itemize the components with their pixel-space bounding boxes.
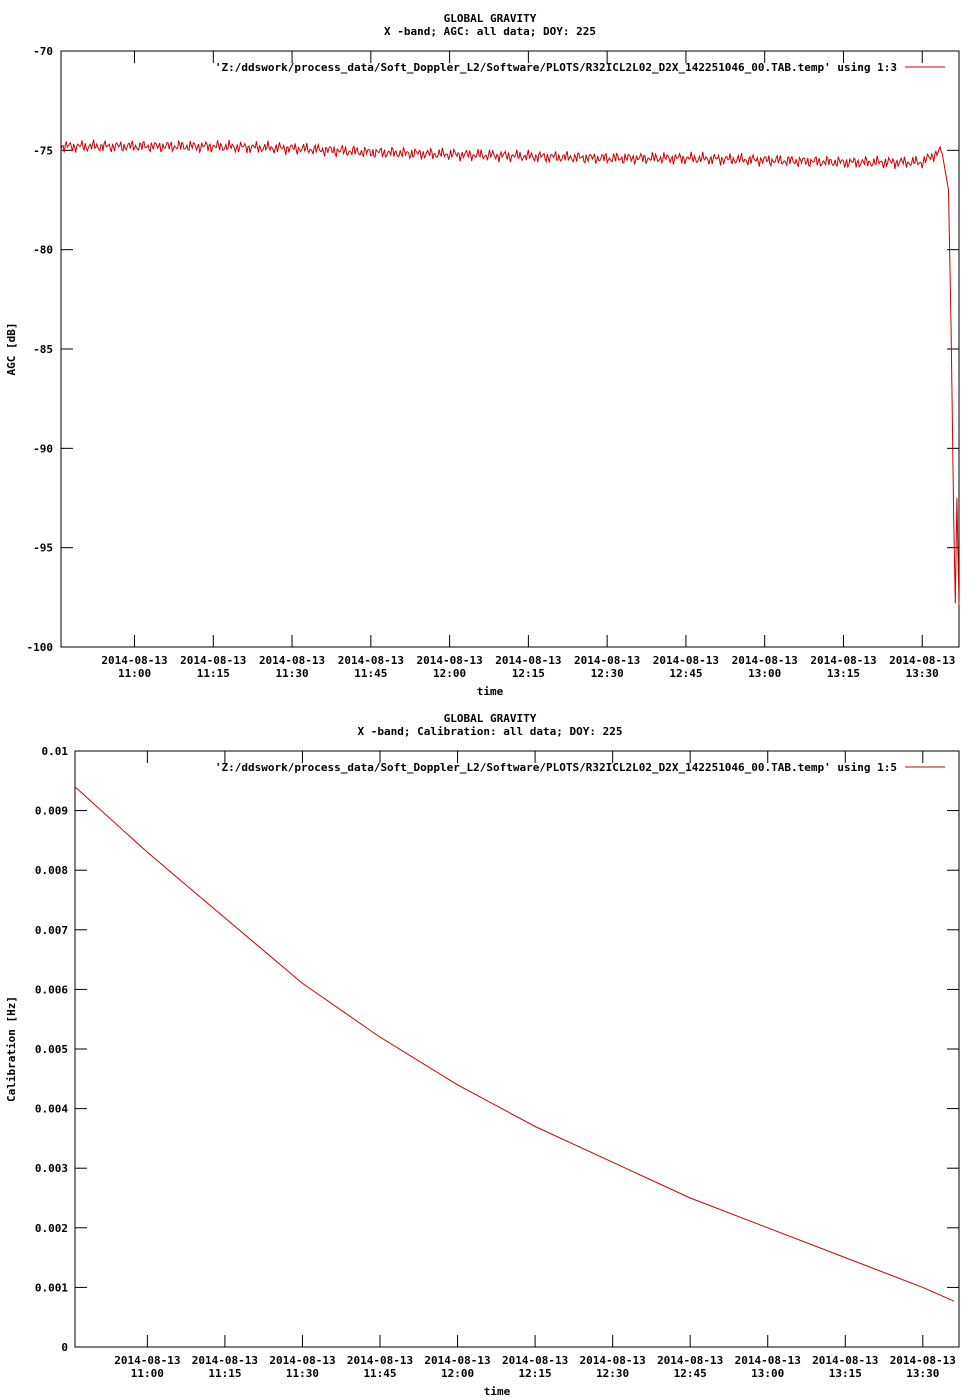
y-tick-label: -70: [33, 45, 53, 58]
y-tick-label: -85: [33, 343, 53, 356]
x-tick-label: 2014-08-13: [258, 654, 326, 667]
x-tick-label: 11:45: [363, 1367, 397, 1380]
x-tick-label: 2014-08-13: [889, 1354, 956, 1367]
y-tick-label: 0.01: [41, 745, 68, 758]
x-tick-label: 2014-08-13: [495, 654, 562, 667]
y-tick-label: 0.004: [34, 1102, 68, 1116]
chart-subtitle: X -band; AGC: all data; DOY: 225: [384, 25, 596, 38]
x-tick-label: 13:15: [828, 1367, 862, 1380]
y-tick-label: -90: [33, 442, 53, 456]
x-axis-label: time: [476, 685, 504, 698]
y-axis-label: Calibration [Hz]: [5, 996, 18, 1102]
x-tick-label: 2014-08-13: [652, 654, 720, 667]
x-tick-label: 12:15: [511, 667, 545, 680]
x-tick-label: 2014-08-13: [180, 654, 247, 667]
x-tick-label: 12:45: [669, 667, 703, 680]
y-tick-label: -75: [33, 144, 53, 158]
x-tick-label: 11:30: [275, 667, 309, 680]
y-tick-label: 0.009: [34, 804, 68, 818]
x-tick-label: 12:00: [440, 1367, 475, 1380]
x-tick-label: 12:00: [433, 667, 467, 680]
x-tick-label: 2014-08-13: [501, 1354, 569, 1367]
y-tick-label: 0.003: [34, 1162, 68, 1176]
y-tick-label: 0.001: [34, 1281, 68, 1295]
y-tick-label: 0.007: [34, 923, 68, 937]
x-tick-label: 11:15: [196, 667, 230, 680]
calibration-chart-panel: [0, 700, 980, 1400]
x-tick-label: 13:30: [905, 667, 939, 680]
x-tick-label: 2014-08-13: [337, 654, 404, 667]
plot-frame: [61, 51, 959, 647]
x-tick-label: 11:45: [354, 667, 388, 680]
x-tick-label: 13:00: [748, 667, 782, 680]
x-tick-label: 11:15: [208, 1367, 242, 1380]
x-tick-label: 2014-08-13: [346, 1354, 414, 1367]
legend-label: 'Z:/ddswork/process_data/Soft_Doppler_L2/Software/PLOTS/R32ICL2L02_D2X_142251046_00.TAB.temp' using 1:3: [214, 61, 897, 74]
x-tick-label: 13:00: [751, 1367, 785, 1380]
y-tick-label: 0.005: [34, 1043, 68, 1056]
series-line: [75, 787, 954, 1301]
x-tick-label: 2014-08-13: [101, 654, 168, 667]
chart-title: GLOBAL GRAVITY: [443, 712, 537, 725]
x-tick-label: 2014-08-13: [416, 654, 483, 667]
y-tick-label: 0.006: [34, 983, 68, 997]
x-tick-label: 2014-08-13: [191, 1354, 259, 1367]
x-tick-label: 11:00: [130, 1367, 164, 1380]
x-tick-label: 11:00: [117, 667, 152, 680]
legend-label: 'Z:/ddswork/process_data/Soft_Doppler_L2/Software/PLOTS/R32ICL2L02_D2X_142251046_00.TAB.temp' using 1:5: [214, 761, 897, 774]
x-axis-label: time: [483, 1385, 511, 1398]
y-tick-label: -80: [33, 243, 53, 257]
y-tick-label: 0.008: [34, 864, 68, 878]
calibration-chart: [0, 700, 980, 1400]
x-tick-label: 2014-08-13: [424, 1354, 491, 1367]
x-tick-label: 2014-08-13: [810, 654, 877, 667]
chart-title: GLOBAL GRAVITY: [443, 12, 537, 25]
x-tick-label: 2014-08-13: [579, 1354, 646, 1367]
y-tick-label: 0.002: [34, 1221, 68, 1235]
x-tick-label: 12:30: [590, 667, 624, 680]
x-tick-label: 2014-08-13: [657, 1354, 724, 1367]
y-tick-label: 0: [61, 1341, 68, 1354]
x-tick-label: 2014-08-13: [812, 1354, 879, 1367]
plot-frame: [75, 751, 959, 1347]
x-tick-label: 13:30: [906, 1367, 940, 1380]
x-tick-label: 2014-08-13: [889, 654, 956, 667]
x-tick-label: 2014-08-13: [731, 654, 798, 667]
series-line: [61, 140, 959, 606]
y-tick-label: -100: [26, 641, 53, 654]
x-tick-label: 2014-08-13: [734, 1354, 801, 1367]
x-tick-label: 2014-08-13: [114, 1354, 181, 1367]
y-axis-label: AGC [dB]: [5, 322, 18, 376]
x-tick-label: 12:30: [596, 1367, 630, 1380]
x-tick-label: 13:15: [826, 667, 861, 680]
x-tick-label: 12:45: [673, 1367, 707, 1380]
chart-subtitle: X -band; Calibration: all data; DOY: 225: [357, 725, 623, 738]
y-tick-label: -95: [33, 541, 53, 555]
x-tick-label: 2014-08-13: [574, 654, 641, 667]
x-tick-label: 12:15: [518, 1367, 552, 1380]
x-tick-label: 11:30: [285, 1367, 320, 1380]
x-tick-label: 2014-08-13: [269, 1354, 336, 1367]
